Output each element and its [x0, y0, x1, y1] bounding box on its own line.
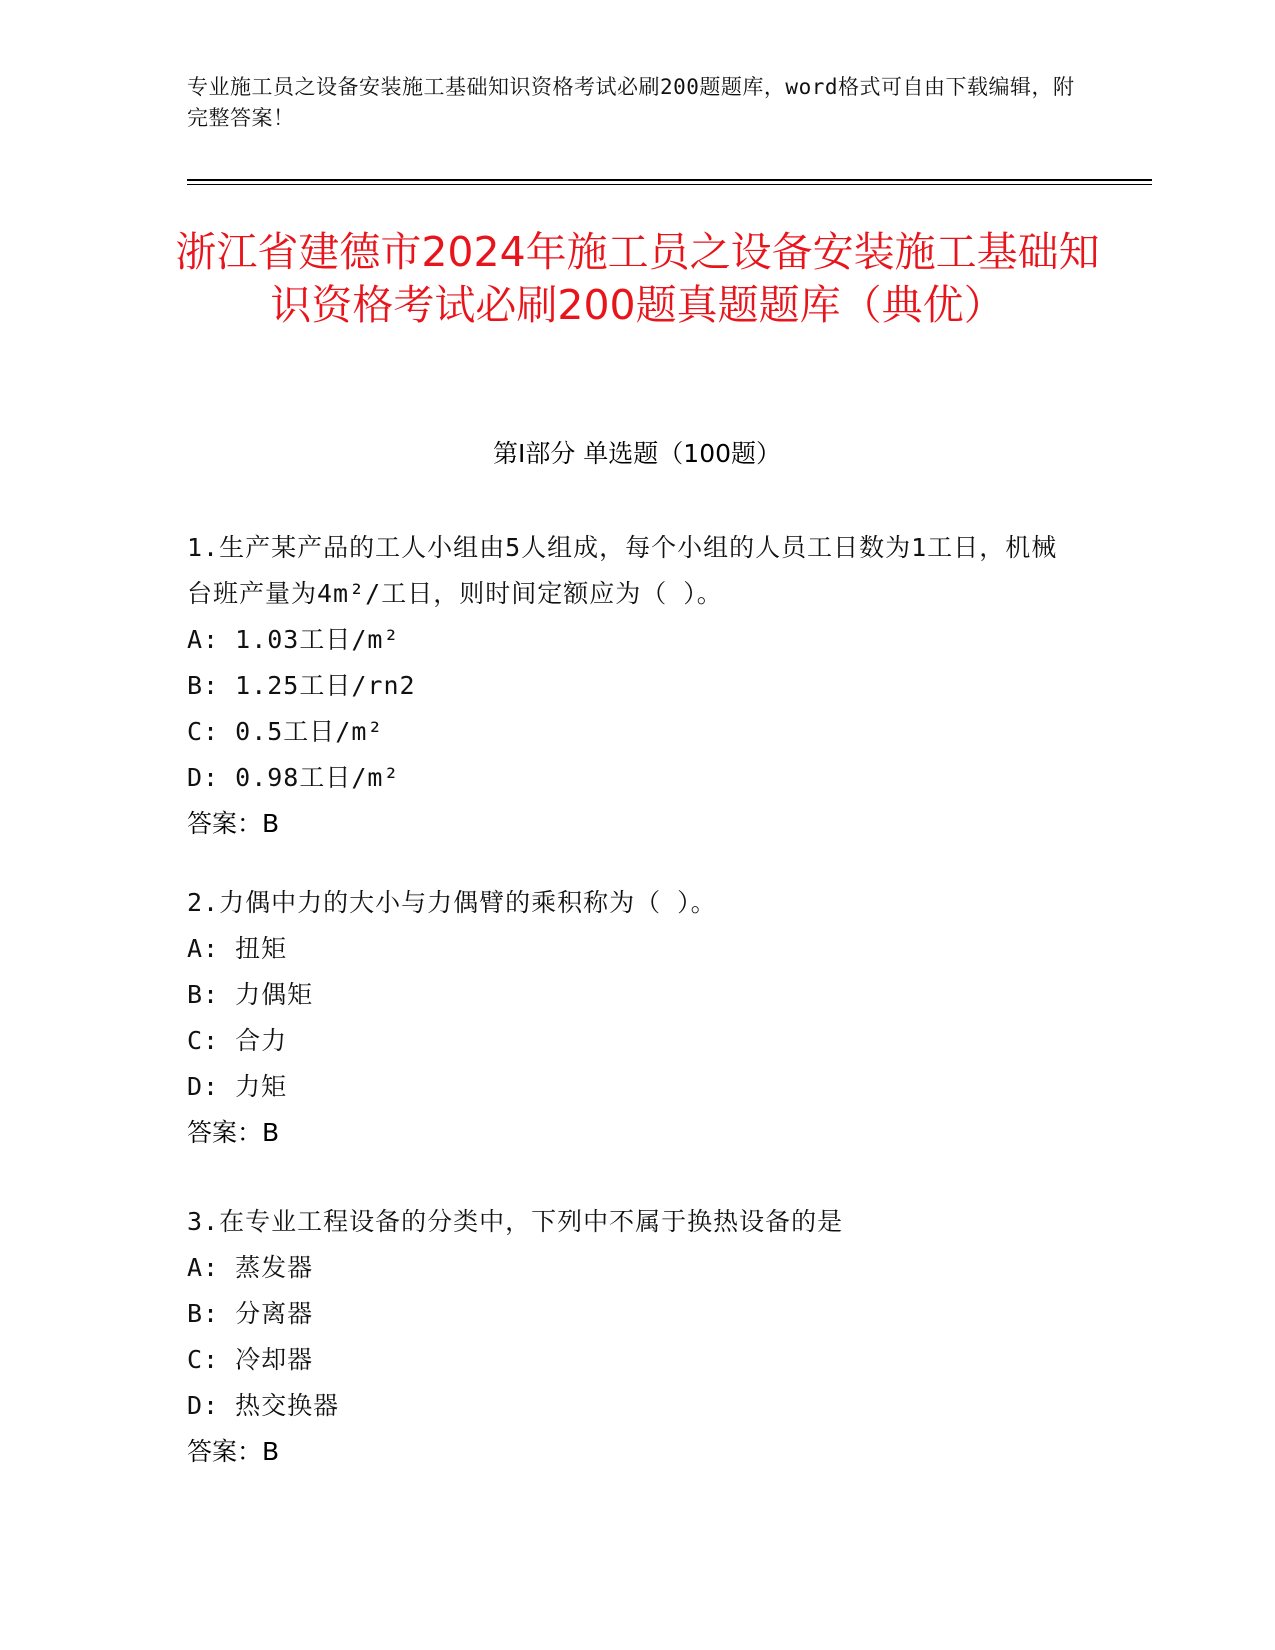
- option-a: A: 蒸发器: [187, 1253, 314, 1282]
- answer: 答案：B: [187, 1118, 280, 1147]
- answer: 答案：B: [187, 1437, 280, 1466]
- section-heading: 第Ⅰ部分 单选题（100题）: [492, 439, 782, 468]
- question-stem: 3.在专业工程设备的分类中，下列中不属于换热设备的是: [187, 1207, 844, 1236]
- option-a: A: 扭矩: [187, 934, 288, 963]
- question-stem: 1.生产某产品的工人小组由5人组成，每个小组的人员工日数为1工日，机械台班产量为4m²/工日，则时间定额应为（ ）。: [187, 533, 1058, 608]
- question-2: [187, 880, 1067, 1156]
- option-c: C: 0.5工日/m²: [187, 717, 384, 746]
- header-divider-thin: [187, 184, 1152, 185]
- option-d: D: 热交换器: [187, 1391, 340, 1420]
- question-3: [187, 1199, 1067, 1475]
- option-d: D: 力矩: [187, 1072, 288, 1101]
- question-1: [187, 525, 1067, 847]
- option-b: B: 分离器: [187, 1299, 314, 1328]
- option-b: B: 1.25工日/rn2: [187, 671, 416, 700]
- header-note: 专业施工员之设备安装施工基础知识资格考试必刷200题题库，word格式可自由下载编辑，附完整答案！: [187, 75, 1075, 130]
- header-divider-thick: [187, 179, 1152, 181]
- answer: 答案：B: [187, 809, 280, 838]
- option-a: A: 1.03工日/m²: [187, 625, 400, 654]
- option-b: B: 力偶矩: [187, 980, 314, 1009]
- document-title: 浙江省建德市2024年施工员之设备安装施工基础知识资格考试必刷200题真题题库（典优）: [175, 228, 1100, 329]
- option-d: D: 0.98工日/m²: [187, 763, 400, 792]
- option-c: C: 冷却器: [187, 1345, 314, 1374]
- question-stem: 2.力偶中力的大小与力偶臂的乘积称为（ ）。: [187, 888, 717, 917]
- option-c: C: 合力: [187, 1026, 288, 1055]
